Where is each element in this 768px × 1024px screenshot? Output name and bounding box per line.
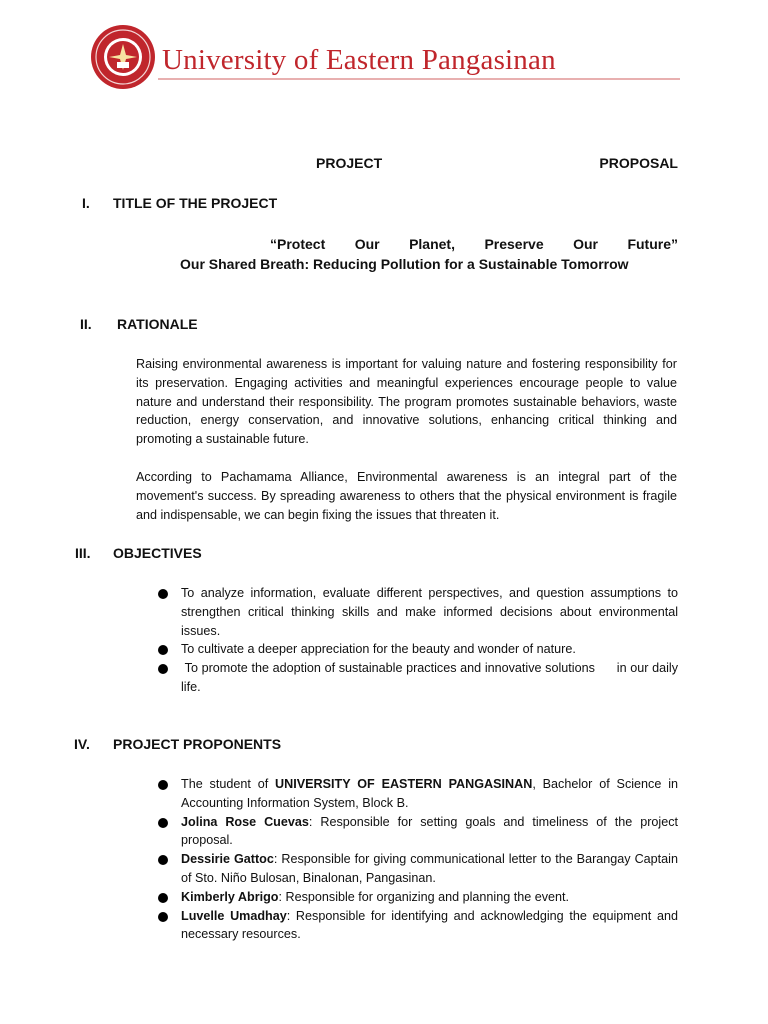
bullet-icon bbox=[158, 893, 168, 903]
objective-text: To cultivate a deeper appreciation for the beauty and wonder of nature. bbox=[181, 642, 576, 657]
proponent-role: : Responsible for identifying and acknowledging the equipment and necessary resources. bbox=[181, 908, 678, 942]
objective-text: To analyze information, evaluate different perspectives, and question assumptions to strengthen critical thinking skills and make informed decisions about environmental issues. bbox=[181, 586, 678, 638]
project-title-word: Preserve bbox=[484, 236, 544, 252]
document-title bbox=[316, 155, 678, 171]
project-title bbox=[270, 236, 678, 252]
list-item bbox=[156, 850, 678, 888]
section-title: OBJECTIVES bbox=[113, 545, 202, 561]
project-title-word: Our bbox=[573, 236, 598, 252]
project-title-word: Planet, bbox=[409, 236, 455, 252]
bullet-icon bbox=[158, 645, 168, 655]
university-name: University of Eastern Pangasinan bbox=[162, 44, 556, 76]
list-item bbox=[156, 888, 678, 907]
proponent-name: Luvelle Umadhay bbox=[181, 908, 287, 923]
bullet-icon bbox=[158, 912, 168, 922]
proponent-name: Dessirie Gattoc bbox=[181, 852, 274, 867]
proponent-name: Kimberly Abrigo bbox=[181, 889, 279, 904]
list-item bbox=[156, 907, 678, 945]
list-item bbox=[156, 584, 678, 640]
university-seal-icon bbox=[90, 22, 156, 92]
project-title-word: Future” bbox=[627, 236, 678, 252]
list-item bbox=[156, 775, 678, 813]
proponents-list bbox=[156, 775, 678, 944]
project-subtitle: Our Shared Breath: Reducing Pollution for a Sustainable Tomorrow bbox=[180, 256, 629, 272]
section-number: IV. bbox=[74, 736, 90, 752]
section-number: II. bbox=[80, 316, 92, 332]
bullet-icon bbox=[158, 589, 168, 599]
objectives-list bbox=[156, 584, 682, 697]
section-number: III. bbox=[75, 545, 91, 561]
bullet-icon bbox=[158, 780, 168, 790]
letterhead bbox=[90, 22, 690, 96]
title-right: PROPOSAL bbox=[599, 155, 678, 171]
proponent-name: Jolina Rose Cuevas bbox=[181, 814, 309, 829]
proponent-role: : Responsible for organizing and planning the event. bbox=[278, 889, 570, 904]
bullet-icon bbox=[158, 855, 168, 865]
section-title: PROJECT PROPONENTS bbox=[113, 736, 282, 752]
bullet-icon bbox=[158, 818, 168, 828]
section-number: I. bbox=[82, 195, 90, 211]
list-item bbox=[156, 640, 678, 659]
rationale-paragraph-1: Raising environmental awareness is important for valuing nature and fostering responsibility for its preservation. Engaging activities and meaningful experiences encourage people to value nature and understand their responsibility. The program promotes sustainable behaviors, waste reduction, energy conservation, and innovative solutions, enhancing critical thinking and promoting a sustainable future. bbox=[136, 357, 677, 447]
list-item bbox=[156, 813, 678, 851]
proponent-role: , Bachelor of Science in Accounting Information System, Block B. bbox=[181, 777, 678, 810]
section-title: RATIONALE bbox=[117, 316, 198, 332]
title-left: PROJECT bbox=[316, 155, 383, 171]
objective-text: To promote the adoption of sustainable practices and innovative solutions in our daily life. bbox=[181, 661, 682, 694]
bullet-icon bbox=[158, 664, 168, 674]
proponent-name: UNIVERSITY OF EASTERN PANGASINAN bbox=[275, 777, 533, 791]
project-title-word: “Protect bbox=[270, 236, 326, 252]
section-title: TITLE OF THE PROJECT bbox=[113, 195, 278, 211]
rationale-paragraph-2: According to Pachamama Alliance, Environmental awareness is an integral part of the movement's success. By spreading awareness to others that the physical environment is fragile and indispensable, we can begin fixing the issues that threaten it. bbox=[136, 470, 677, 522]
proponent-role: : Responsible for setting goals and timeliness of the project proposal. bbox=[181, 814, 678, 848]
list-item bbox=[156, 659, 682, 697]
proponent-role: : Responsible for giving communicational letter to the Barangay Captain of Sto. Niño Bulosan, Binalonan, Pangasinan. bbox=[181, 852, 678, 885]
project-title-word: Our bbox=[354, 236, 380, 252]
proponent-pre: The student of bbox=[181, 777, 276, 791]
header-rule bbox=[158, 78, 680, 80]
